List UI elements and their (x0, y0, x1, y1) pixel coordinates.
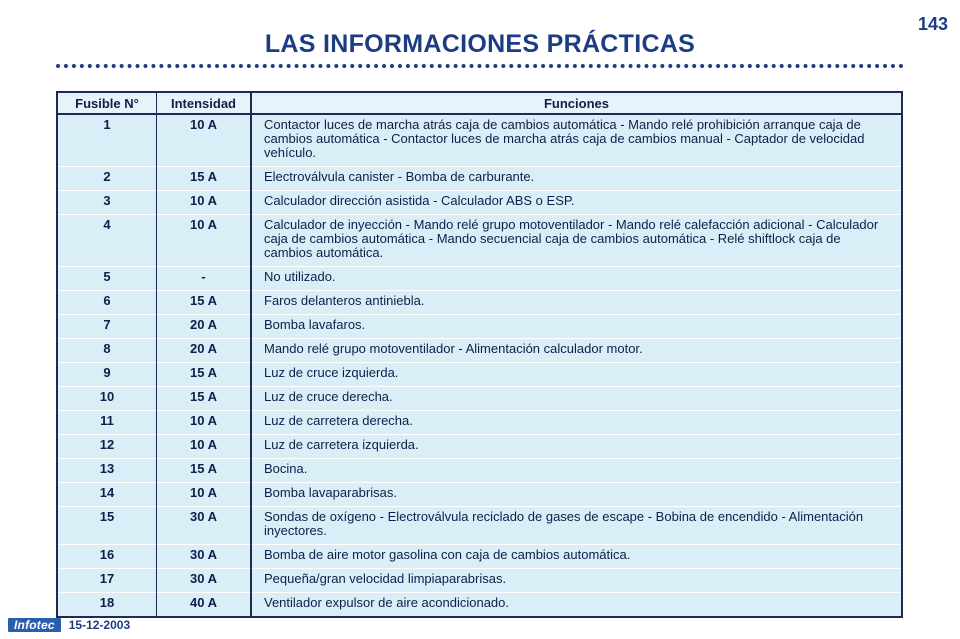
table-row (57, 411, 902, 435)
fuse-number-cell: 1 (57, 114, 157, 167)
function-cell: Bomba lavafaros. (251, 315, 902, 339)
table-row (57, 191, 902, 215)
fuse-number-cell: 15 (57, 507, 157, 545)
function-cell: Mando relé grupo motoventilador - Alimentación calculador motor. (251, 339, 902, 363)
function-cell: Faros delanteros antiniebla. (251, 291, 902, 315)
intensity-cell: 15 A (157, 363, 252, 387)
fuse-table-body (57, 114, 902, 617)
intensity-cell: 10 A (157, 483, 252, 507)
fuse-number-cell: 8 (57, 339, 157, 363)
table-row (57, 569, 902, 593)
function-cell: Pequeña/gran velocidad limpiaparabrisas. (251, 569, 902, 593)
table-row (57, 387, 902, 411)
table-row (57, 435, 902, 459)
table-row (57, 114, 902, 167)
table-row (57, 483, 902, 507)
table-row (57, 267, 902, 291)
fuse-number-cell: 5 (57, 267, 157, 291)
table-row (57, 545, 902, 569)
intensity-cell: 15 A (157, 291, 252, 315)
function-cell: Luz de carretera derecha. (251, 411, 902, 435)
function-cell: Calculador de inyección - Mando relé grupo motoventilador - Mando relé calefacción adicional - Calculador caja de cambios automática - Mando secuencial caja de cambios automática - Relé shiftlock caja de cambios automática. (251, 215, 902, 267)
function-cell: Contactor luces de marcha atrás caja de cambios automática - Mando relé prohibición arranque caja de cambios automática - Contactor luces de marcha atrás caja de cambios manual - Captador de velocidad vehículo. (251, 114, 902, 167)
header-fuse-number: Fusible N° (57, 92, 157, 114)
function-cell: No utilizado. (251, 267, 902, 291)
fuse-number-cell: 2 (57, 167, 157, 191)
intensity-cell: 30 A (157, 507, 252, 545)
intensity-cell: 10 A (157, 114, 252, 167)
fuse-number-cell: 9 (57, 363, 157, 387)
fuse-number-cell: 16 (57, 545, 157, 569)
intensity-cell: 10 A (157, 411, 252, 435)
function-cell: Luz de cruce izquierda. (251, 363, 902, 387)
table-row (57, 593, 902, 618)
table-row (57, 339, 902, 363)
intensity-cell: 20 A (157, 315, 252, 339)
intensity-cell: 40 A (157, 593, 252, 618)
function-cell: Bomba lavaparabrisas. (251, 483, 902, 507)
table-row (57, 507, 902, 545)
fuse-number-cell: 7 (57, 315, 157, 339)
table-header-row (57, 92, 902, 114)
function-cell: Ventilador expulsor de aire acondicionado. (251, 593, 902, 618)
page-number: 143 (917, 14, 948, 34)
function-cell: Calculador dirección asistida - Calculador ABS o ESP. (251, 191, 902, 215)
table-row (57, 363, 902, 387)
intensity-cell: 10 A (157, 215, 252, 267)
fuse-number-cell: 13 (57, 459, 157, 483)
intensity-cell: 30 A (157, 569, 252, 593)
table-row (57, 315, 902, 339)
header-functions: Funciones (251, 92, 902, 114)
intensity-cell: 15 A (157, 167, 252, 191)
page-title: LAS INFORMACIONES PRÁCTICAS (264, 30, 696, 58)
fuse-number-cell: 14 (57, 483, 157, 507)
intensity-cell: 10 A (157, 435, 252, 459)
function-cell: Bomba de aire motor gasolina con caja de cambios automática. (251, 545, 902, 569)
table-row (57, 167, 902, 191)
intensity-cell: 20 A (157, 339, 252, 363)
infotec-logo: Infotec (8, 618, 61, 632)
table-row (57, 459, 902, 483)
function-cell: Electroválvula canister - Bomba de carburante. (251, 167, 902, 191)
intensity-cell: 10 A (157, 191, 252, 215)
table-row (57, 215, 902, 267)
function-cell: Sondas de oxígeno - Electroválvula reciclado de gases de escape - Bobina de encendido - Alimentación inyectores. (251, 507, 902, 545)
fuse-number-cell: 17 (57, 569, 157, 593)
footer-date: 15-12-2003 (68, 618, 131, 632)
fuse-number-cell: 4 (57, 215, 157, 267)
fuse-table (56, 91, 903, 618)
fuse-number-cell: 6 (57, 291, 157, 315)
intensity-cell: 15 A (157, 387, 252, 411)
function-cell: Bocina. (251, 459, 902, 483)
fuse-number-cell: 18 (57, 593, 157, 618)
intensity-cell: 30 A (157, 545, 252, 569)
fuse-number-cell: 3 (57, 191, 157, 215)
function-cell: Luz de cruce derecha. (251, 387, 902, 411)
intensity-cell: 15 A (157, 459, 252, 483)
function-cell: Luz de carretera izquierda. (251, 435, 902, 459)
dotted-divider (56, 64, 904, 68)
fuse-number-cell: 12 (57, 435, 157, 459)
fuse-number-cell: 11 (57, 411, 157, 435)
intensity-cell: - (157, 267, 252, 291)
header-intensity: Intensidad (157, 92, 252, 114)
footer (8, 617, 130, 633)
fuse-number-cell: 10 (57, 387, 157, 411)
table-row (57, 291, 902, 315)
